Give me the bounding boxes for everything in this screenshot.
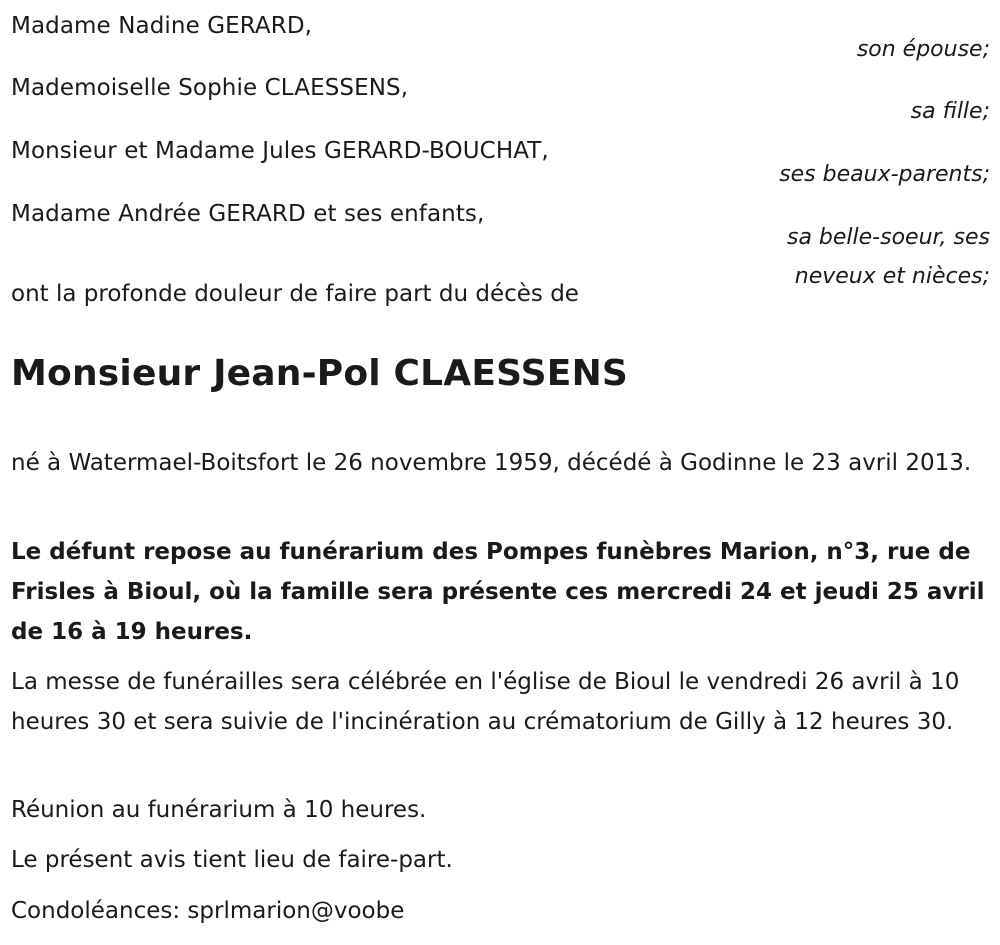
- family-member-name-2: Mademoiselle Sophie CLAESSENS,: [11, 75, 409, 101]
- meeting-paragraph: Réunion au funérarium à 10 heures.: [11, 797, 427, 823]
- family-member-name-4: Madame Andrée GERARD et ses enfants,: [11, 201, 485, 227]
- condolences-paragraph: Condoléances: sprlmarion@voobe: [11, 898, 405, 924]
- family-member-relation-1: son épouse;: [856, 37, 990, 62]
- visitation-paragraph: Le défunt repose au funérarium des Pompes funèbres Marion, n°3, rue de Frisles à Bioul, où la famille sera présente ces mercredi 24 et jeudi 25 avril de 16 à 19 heures.: [11, 539, 985, 645]
- family-member-relation-3: ses beaux-parents;: [779, 162, 990, 187]
- birth-death-paragraph: né à Watermael-Boitsfort le 26 novembre 1959, décédé à Godinne le 23 avril 2013.: [11, 450, 972, 476]
- deceased-name: Monsieur Jean-Pol CLAESSENS: [11, 353, 629, 394]
- family-member-relation-4b: neveux et nièces;: [794, 264, 990, 289]
- family-member-name-3: Monsieur et Madame Jules GERARD-BOUCHAT,: [11, 138, 549, 164]
- notice-paragraph: Le présent avis tient lieu de faire-part.: [11, 847, 453, 873]
- funeral-mass-paragraph: La messe de funérailles sera célébrée en l'église de Bioul le vendredi 26 avril à 10 heures 30 et sera suivie de l'incinération au crématorium de Gilly à 12 heures 30.: [11, 669, 960, 735]
- announcement-intro: ont la profonde douleur de faire part du décès de: [11, 281, 579, 307]
- family-member-relation-4a: sa belle-soeur, ses: [786, 225, 990, 250]
- family-member-name-1: Madame Nadine GERARD,: [11, 13, 313, 39]
- family-member-relation-2: sa fille;: [910, 99, 990, 124]
